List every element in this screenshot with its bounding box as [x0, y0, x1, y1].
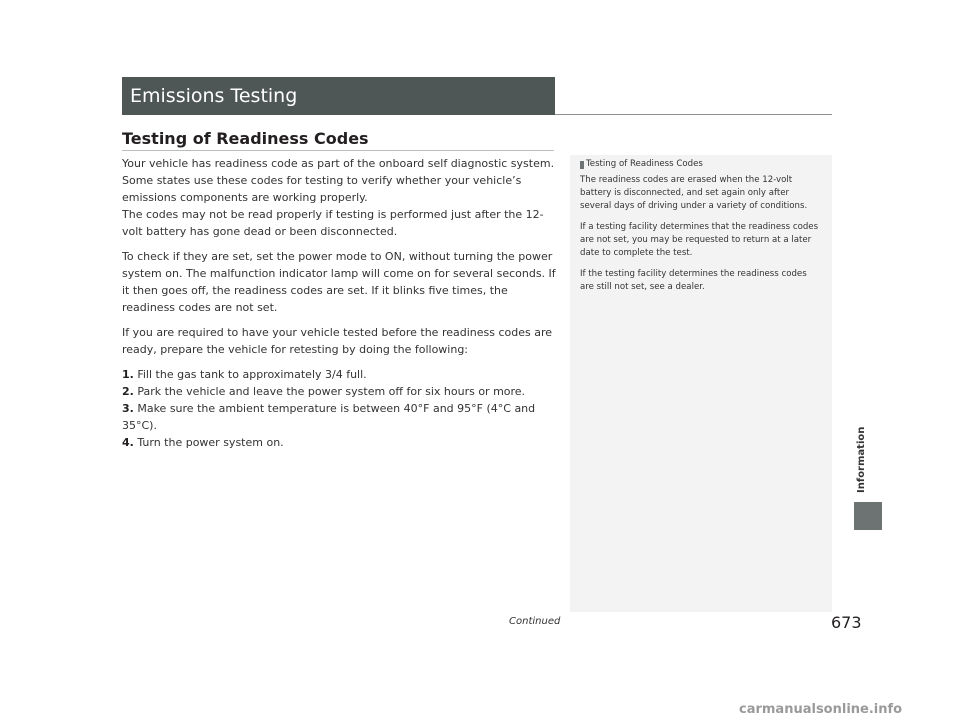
- paragraph-2: To check if they are set, set the power mode to ON, without turning the power system on. The malfunction indicator lamp will come on for several seconds. If it then goes off, the readiness codes are set. If it blinks five times, the readiness codes are not set.: [122, 250, 556, 314]
- step-item: [122, 434, 558, 451]
- sidenote-paragraph-1: The readiness codes are erased when the 12-volt battery is disconnected, and set again only after several days of driving under a variety of conditions.: [580, 175, 808, 211]
- step-number: 3.: [122, 402, 134, 415]
- watermark: carmanualsonline.info: [739, 702, 903, 717]
- page-number: 673: [831, 613, 862, 632]
- sidenote-header: [580, 158, 822, 171]
- step-item: [122, 400, 558, 434]
- step-item: [122, 383, 558, 400]
- chapter-tab[interactable]: [854, 502, 882, 530]
- step-number: 2.: [122, 385, 134, 398]
- section-title: Emissions Testing: [122, 77, 555, 115]
- chapter-tab-label: Information: [856, 426, 867, 494]
- steps-list: [122, 366, 558, 451]
- heading-rule: [122, 150, 554, 151]
- step-number: 1.: [122, 368, 134, 381]
- sidenote-panel: [570, 155, 832, 612]
- step-text: Make sure the ambient temperature is between 40°F and 95°F (4°C and 35°C).: [122, 402, 536, 432]
- page-heading: Testing of Readiness Codes: [122, 129, 369, 148]
- step-text: Fill the gas tank to approximately 3/4 full.: [137, 368, 367, 381]
- step-number: 4.: [122, 436, 134, 449]
- sidenote-paragraph-2: If a testing facility determines that the readiness codes are not set, you may be requested to return at a later date to complete the test.: [580, 222, 819, 258]
- paragraph-1: Your vehicle has readiness code as part of the onboard self diagnostic system. Some states use these codes for testing to verify whether your vehicle’s emissions components are working properly. The codes may not be read properly if testing is performed just after the 12-volt battery has gone dead or been disconnected.: [122, 157, 555, 238]
- step-text: Park the vehicle and leave the power system off for six hours or more.: [137, 385, 526, 398]
- section-rule: [555, 114, 832, 115]
- main-content: [122, 155, 558, 451]
- step-text: Turn the power system on.: [137, 436, 284, 449]
- paragraph-3: If you are required to have your vehicle tested before the readiness codes are ready, prepare the vehicle for retesting by doing the following:: [122, 326, 553, 356]
- reference-marker-icon: [580, 161, 584, 169]
- continued-label: Continued: [509, 616, 561, 627]
- sidenote-paragraph-3: If the testing facility determines the readiness codes are still not set, see a dealer.: [580, 269, 807, 292]
- sidenote-title: Testing of Readiness Codes: [586, 159, 703, 169]
- step-item: [122, 366, 558, 383]
